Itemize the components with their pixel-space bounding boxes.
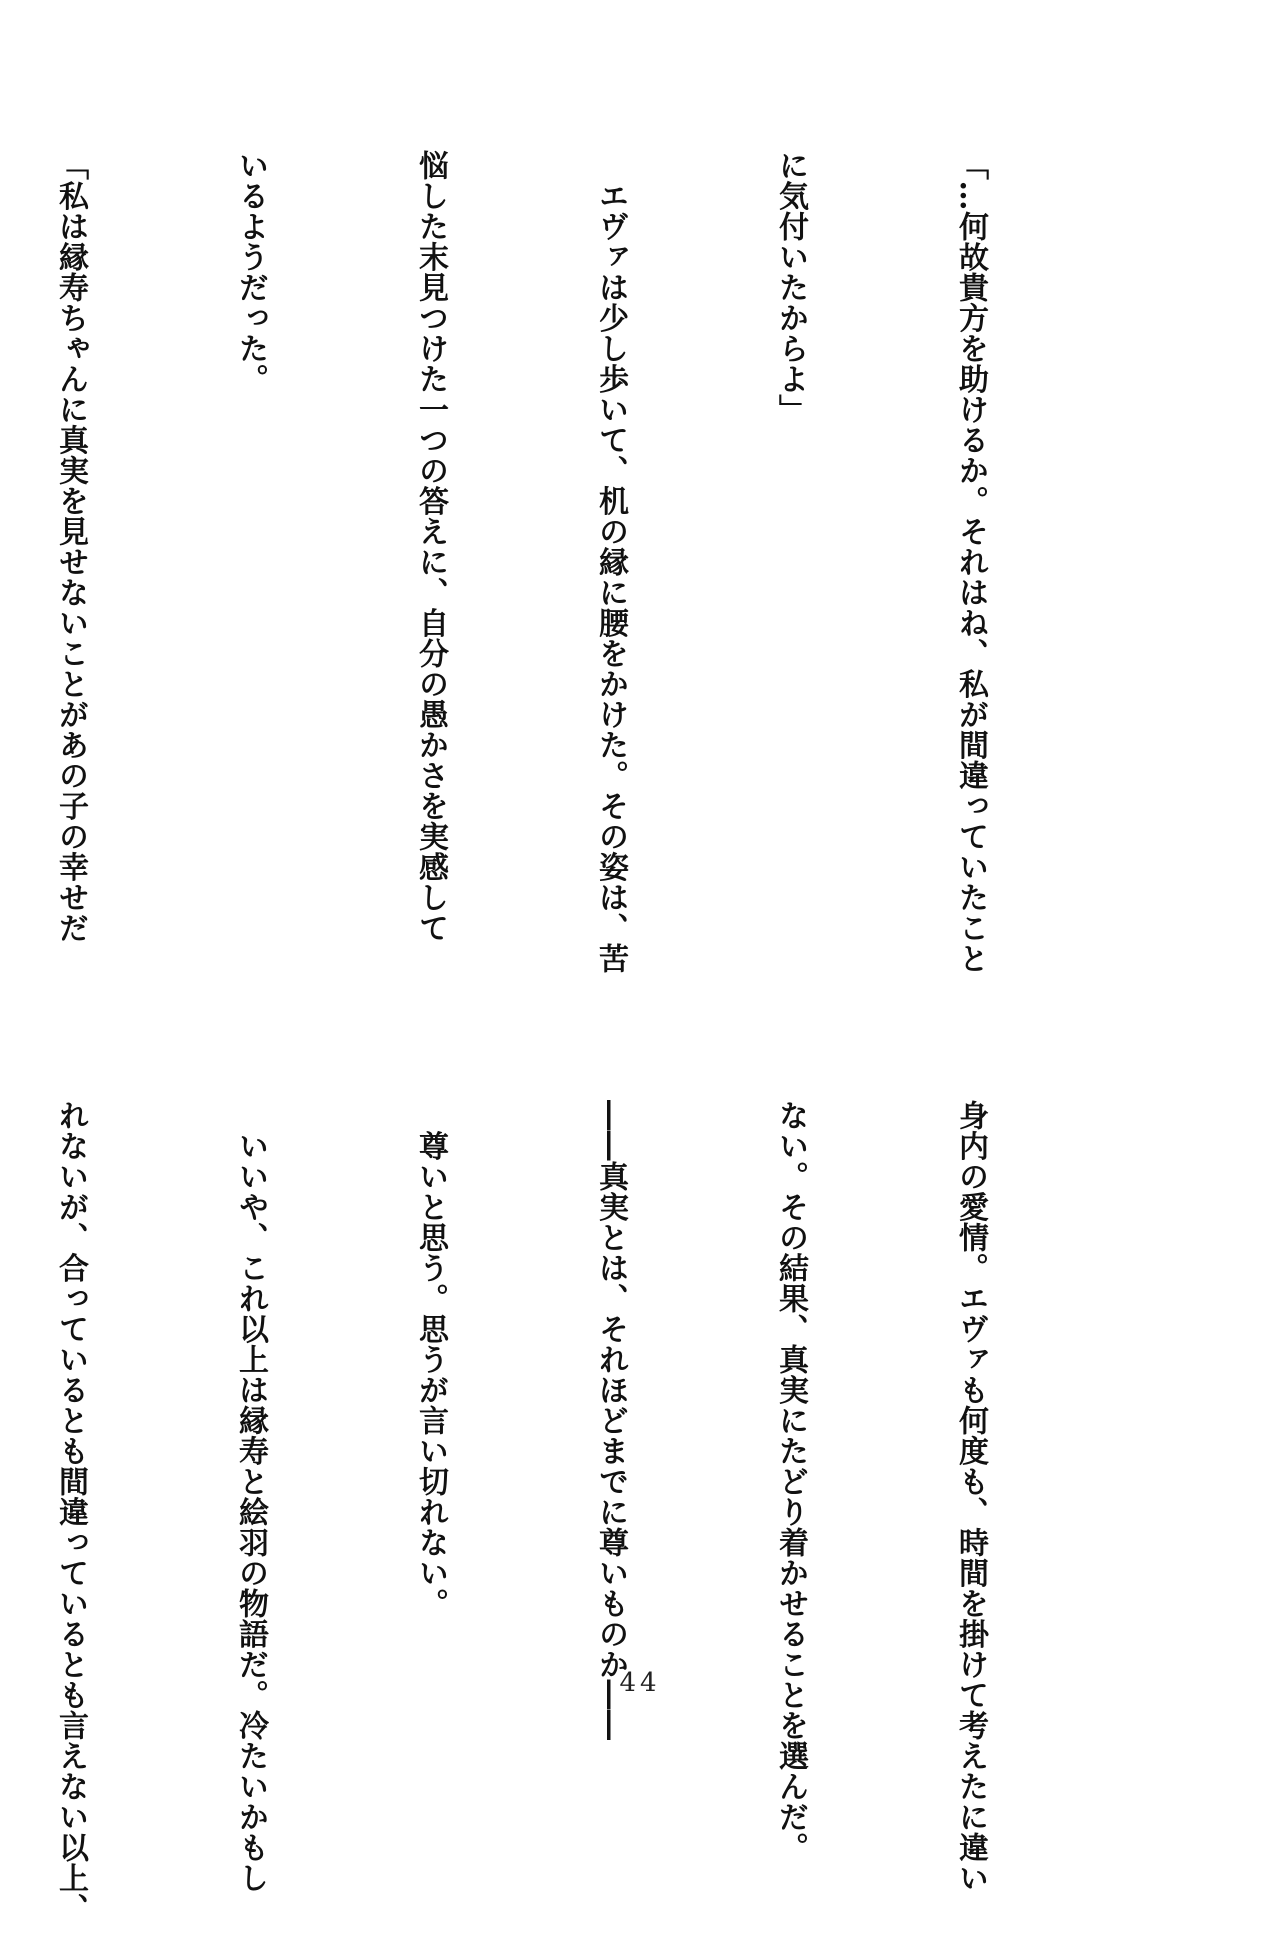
text-line: いいや、これ以上は縁寿と絵羽の物語だ。冷たいかもし	[233, 1100, 268, 1893]
text-line: いるようだった。	[233, 150, 268, 394]
text-line: 「私は縁寿ちゃんに真実を見せないことがあの子の幸せだ	[53, 150, 88, 943]
text-line: に気付いたからよ」	[773, 150, 808, 425]
text-line: 尊いと思う。思うが言い切れない。	[413, 1100, 448, 1619]
text-line: ない。その結果、真実にたどり着かせることを選んだ。	[773, 1100, 808, 1863]
text-line: 「…何故貴方を助けるか。それはね、私が間違っていたこと	[953, 150, 988, 974]
text-line: 悩した末見つけた一つの答えに、自分の愚かさを実感して	[413, 150, 448, 943]
text-line: 身内の愛情。エヴァも何度も、時間を掛けて考えたに違い	[953, 1100, 988, 1893]
text-line: れないが、合っているとも間違っているとも言えない以上、	[53, 1100, 88, 1924]
upper-text-block	[53, 150, 1120, 1050]
page-number: 44	[619, 1668, 661, 1698]
text-line: ――真実とは、それほどまでに尊いものか――	[593, 1100, 628, 1741]
text-line: エヴァは少し歩いて、机の縁に腰をかけた。その姿は、苦	[593, 150, 628, 974]
